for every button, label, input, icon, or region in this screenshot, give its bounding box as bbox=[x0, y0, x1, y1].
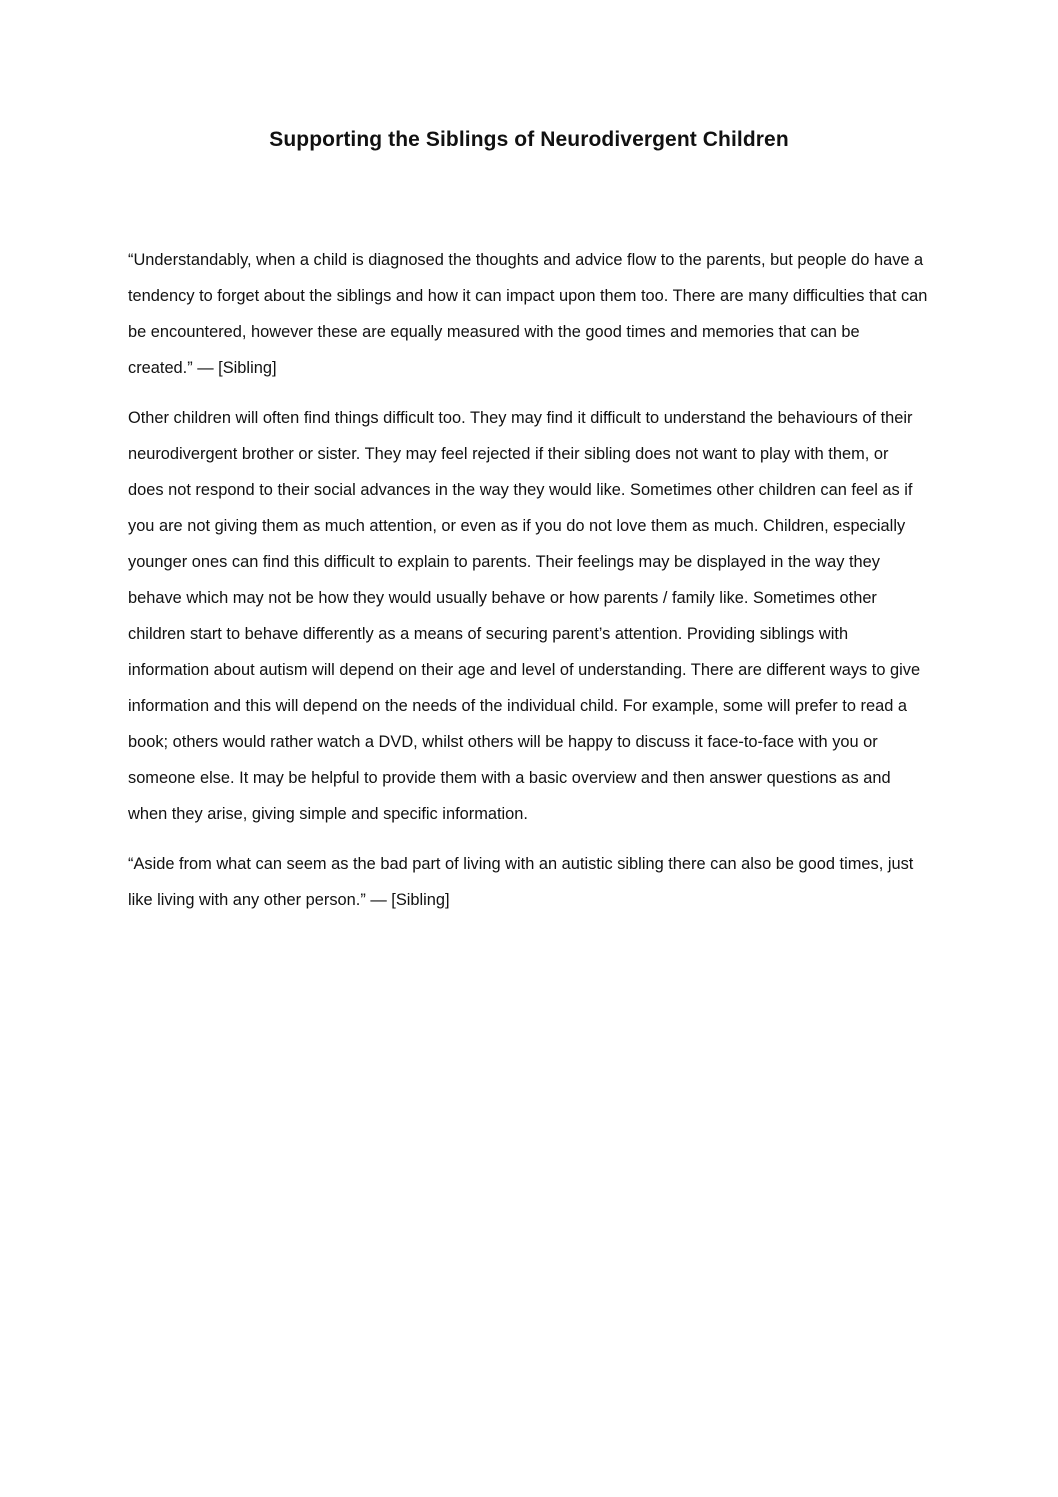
body-paragraph: Other children will often find things difficult too. They may find it difficult to understand the behaviours of their neurodivergent brother or sister. They may feel rejected if their sibling does not want to play with them, or does not respond to their social advances in the way they would like. Sometimes other children can feel as if you are not giving them as much attention, or even as if you do not love them as much. Children, especially younger ones can find this difficult to explain to parents. Their feelings may be displayed in the way they behave which may not be how they would usually behave or how parents / family like. Sometimes other children start to behave differently as a means of securing parent’s attention. Providing siblings with information about autism will depend on their age and level of understanding. There are different ways to give information and this will depend on the needs of the individual child. For example, some will prefer to read a book; others would rather watch a DVD, whilst others will be happy to discuss it face-to-face with you or someone else. It may be helpful to provide them with a basic overview and then answer questions as and when they arise, giving simple and specific information. bbox=[128, 409, 921, 823]
sibling-quote-closing: “Aside from what can seem as the bad part of living with an autistic sibling there can also be good times, just like living with any other person.” — [Sibling] bbox=[128, 855, 914, 909]
document-body bbox=[128, 242, 928, 932]
page-title: Supporting the Siblings of Neurodivergent Children bbox=[269, 128, 789, 151]
sibling-quote-intro: “Understandably, when a child is diagnosed the thoughts and advice flow to the parents, but people do have a tendency to forget about the siblings and how it can impact upon them too. There are many difficulties that can be encountered, however these are equally measured with the good times and memories that can be created.” — [Sibling] bbox=[128, 251, 928, 377]
